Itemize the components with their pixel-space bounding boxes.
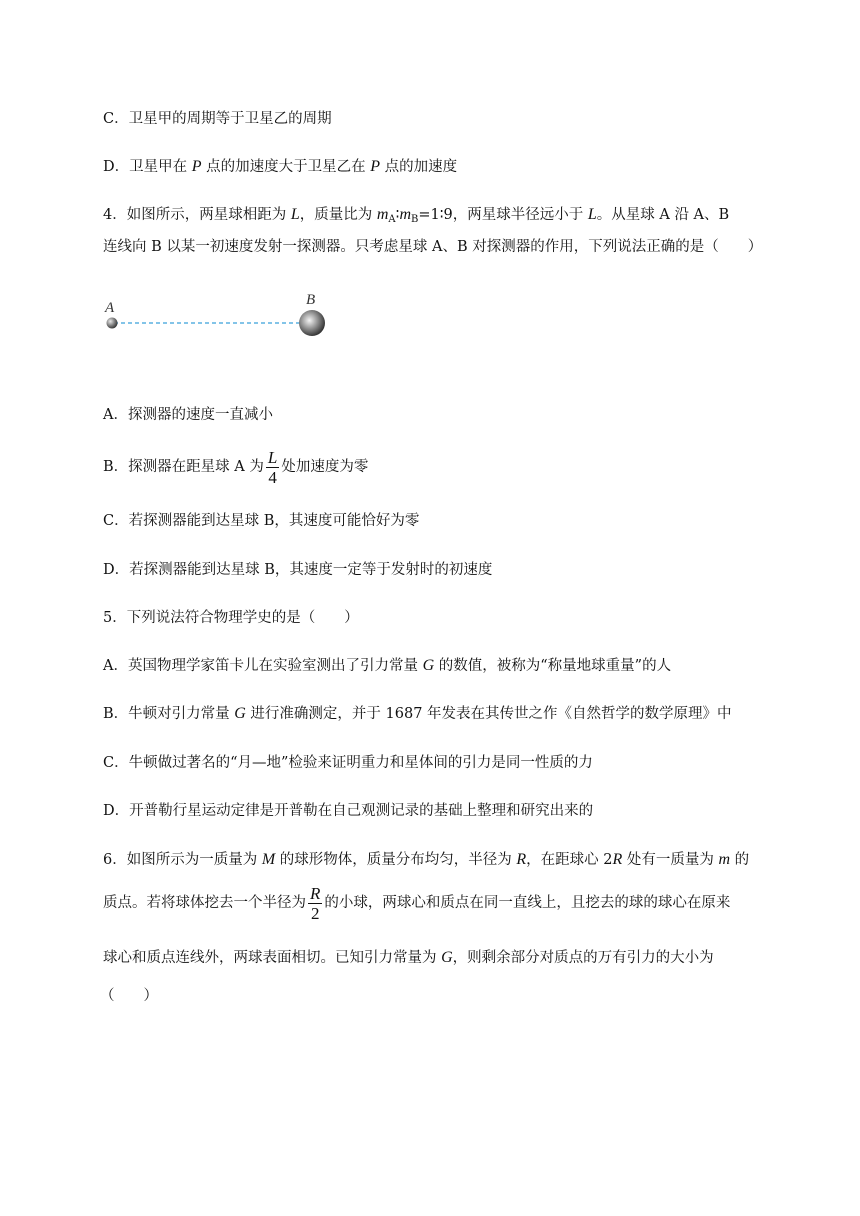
star-b-label: B bbox=[306, 292, 316, 308]
q6-answer-bracket: （ ） bbox=[100, 988, 158, 1004]
q5-option-c: C．牛顿做过著名的“月—地”检验来证明重力和星体间的引力是同一性质的力 bbox=[103, 755, 593, 771]
q4-stem-line2: 连线向 B 以某一初速度发射一探测器。只考虑星球 A、B 对探测器的作用，下列说法正确的是（ ） bbox=[103, 239, 763, 255]
q4-option-d: D．若探测器能到达星球 B，其速度一定等于发射时的初速度 bbox=[103, 562, 493, 578]
q3-option-d: D．卫星甲在 P 点的加速度大于卫星乙在 P 点的加速度 bbox=[103, 158, 458, 175]
q4-option-b: B．探测器在距星球 A 为 $\frac{L}{4}$ 处加速度为零 bbox=[103, 447, 369, 487]
fraction-l-over-4: $\frac{L}{4}$ bbox=[267, 447, 278, 487]
q4-option-a: A．探测器的速度一直减小 bbox=[103, 407, 273, 423]
q6-stem-line1: 6．如图所示为一质量为 M 的球形物体，质量分布均匀，半径为 R，在距球心 2R 处有一质量为 m 的 bbox=[103, 851, 750, 868]
q4-option-c: C．若探测器能到达星球 B，其速度可能恰好为零 bbox=[103, 513, 420, 529]
two-stars-figure bbox=[100, 288, 340, 348]
star-b bbox=[299, 310, 325, 336]
q5-stem: 5．下列说法符合物理学史的是（ ） bbox=[103, 610, 359, 626]
q5-option-a: A．英国物理学家笛卡儿在实验室测出了引力常量 G 的数值，被称为“称量地球重量”的人 bbox=[103, 657, 672, 674]
q6-stem-line2: 质点。若将球体挖去一个半径为 $\frac{R}{2}$ 的小球，两球心和质点在同一直线上，且挖去的球的球心在原来 bbox=[103, 883, 731, 923]
fraction-r-over-2: $\frac{R}{2}$ bbox=[310, 883, 321, 923]
q3-option-c: C．卫星甲的周期等于卫星乙的周期 bbox=[103, 111, 332, 127]
q4-stem-line1: 4．如图所示，两星球相距为 L，质量比为 $m_A∶m_B=1∶9$，两星球半径远小于 L。从星球 A 沿 A、B bbox=[103, 206, 730, 225]
q5-option-b: B．牛顿对引力常量 G 进行准确测定，并于 1687 年发表在其传世之作《自然哲学的数学原理》中 bbox=[103, 705, 732, 722]
q5-option-d: D．开普勒行星运动定律是开普勒在自己观测记录的基础上整理和研究出来的 bbox=[103, 803, 594, 819]
star-a-label: A bbox=[105, 300, 115, 316]
q6-stem-line3: 球心和质点连线外，两球表面相切。已知引力常量为 G，则剩余部分对质点的万有引力的大小为 bbox=[103, 949, 714, 966]
star-a bbox=[107, 318, 118, 329]
